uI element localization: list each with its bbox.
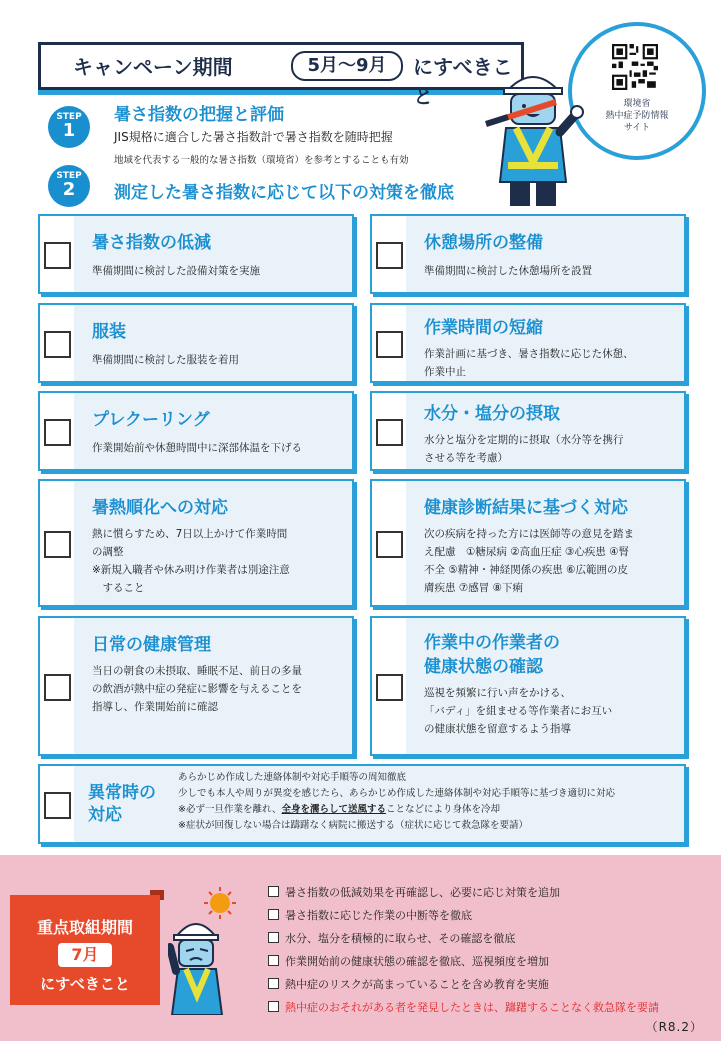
campaign-banner [38, 42, 524, 108]
emergency-line-1: あらかじめ作成した連絡体制や対応手順等の周知徹底 [178, 772, 407, 783]
checkbox[interactable] [44, 674, 71, 701]
checkbox[interactable] [44, 331, 71, 358]
card-precooling[interactable] [38, 391, 354, 471]
checkbox-icon[interactable] [268, 955, 279, 966]
card-desc: 熱に慣らすため、7日以上かけて作業時間 の調整 ※新規入職者や休み明け作業者は別途注意 すること [92, 528, 290, 594]
checkbox-icon[interactable] [268, 909, 279, 920]
card-title: プレクーリング [92, 410, 210, 430]
checkbox[interactable] [44, 792, 71, 819]
priority-title: 重点取組期間 [36, 918, 133, 937]
card-title: 暑さ指数の低減 [92, 233, 211, 253]
emergency-line-2: 少しでも本人や周りが異変を感じたら、あらかじめ作成した連絡体制や対応手順等に基づき適切に対応 [178, 788, 616, 799]
card-health-checkup[interactable] [370, 479, 686, 607]
checkbox-icon[interactable] [268, 932, 279, 943]
card-title-line1: 作業中の作業者の [424, 633, 560, 653]
checkbox[interactable] [376, 242, 403, 269]
card-desc: 準備期間に検討した設備対策を実施 [92, 265, 260, 277]
step-2-title: 測定した暑さ指数に応じて以下の対策を徹底 [114, 183, 454, 203]
card-title: 日常の健康管理 [92, 635, 211, 655]
checkbox[interactable] [44, 242, 71, 269]
card-title: 暑熱順化への対応 [92, 498, 228, 518]
card-water-salt-intake[interactable] [370, 391, 686, 471]
card-desc: 次の疾病を持った方には医師等の意見を踏ま え配慮 ①糖尿病 ②高血圧症 ③心疾患 ④腎 不全 ⑤精神・神経関係の疾患 ⑥広範囲の皮 膚疾患 ⑦感冒 ⑧下痢 [424, 528, 634, 594]
checkbox[interactable] [44, 531, 71, 558]
qr-caption-3: サイト [623, 123, 651, 133]
card-rest-area[interactable] [370, 214, 686, 294]
checkbox[interactable] [376, 531, 403, 558]
emergency-emphasis: 全身を濡らして送風する [281, 804, 387, 815]
checkbox[interactable] [376, 674, 403, 701]
card-worker-health-check[interactable] [370, 616, 686, 756]
qr-caption-2: 熱中症予防情報 [605, 111, 669, 121]
qr-badge[interactable] [568, 22, 706, 160]
step-1-desc: JIS規格に適合した暑さ指数計で暑さ指数を随時把握 [114, 130, 393, 144]
checkbox-icon[interactable] [268, 886, 279, 897]
card-title-line2: 対応 [88, 805, 122, 825]
checkbox[interactable] [44, 419, 71, 446]
card-work-time-reduction[interactable] [370, 303, 686, 383]
checkbox-icon[interactable] [268, 978, 279, 989]
card-title: 作業時間の短縮 [424, 318, 543, 338]
priority-subtitle: にすべきこと [40, 975, 130, 993]
card-title: 水分・塩分の摂取 [424, 404, 560, 424]
card-title: 休憩場所の整備 [424, 233, 543, 253]
qr-caption-1: 環境省 [623, 99, 651, 109]
banner-suffix: にすべきこと [413, 55, 513, 108]
card-desc: 準備期間に検討した休憩場所を設置 [424, 265, 592, 277]
worker-illustration [478, 62, 588, 212]
emergency-details [178, 770, 615, 834]
checkbox-icon[interactable] [268, 1001, 279, 1012]
step-1-title: 暑さ指数の把握と評価 [114, 105, 284, 125]
priority-item[interactable]: 暑さ指数に応じた作業の中断等を徹底 [268, 904, 718, 927]
priority-item[interactable]: 熱中症のリスクが高まっていることを含め教育を実施 [268, 973, 718, 996]
priority-item[interactable]: 水分、塩分を積極的に取らせ、その確認を徹底 [268, 927, 718, 950]
card-title: 服装 [92, 322, 126, 342]
priority-item[interactable]: 作業開始前の健康状態の確認を徹底、巡視頻度を増加 [268, 950, 718, 973]
checkbox[interactable] [376, 331, 403, 358]
card-title-line1: 異常時の [88, 783, 156, 803]
card-daily-health-management[interactable] [38, 616, 354, 756]
banner-prefix: キャンペーン期間 [73, 55, 233, 79]
campaign-period-pill: 5月〜9月 [291, 51, 403, 81]
card-heat-index-reduction[interactable] [38, 214, 354, 294]
card-desc: 作業開始前や休憩時間中に深部体温を下げる [92, 442, 302, 454]
emergency-line-4: ※症状が回復しない場合は躊躇なく病院に搬送する（症状に応じて救急隊を要請） [178, 820, 528, 831]
card-clothing[interactable] [38, 303, 354, 383]
emergency-line-3: ※必ず一旦作業を離れ、全身を濡らして送風することなどにより身体を冷却 [178, 804, 501, 815]
priority-action-list [268, 881, 718, 1019]
card-desc: 準備期間に検討した服装を着用 [92, 354, 239, 366]
priority-item-urgent[interactable]: 熱中症のおそれがある者を発見したときは、躊躇することなく救急隊を要請 [268, 996, 718, 1019]
revision-footer: （R8.2） [645, 1020, 703, 1034]
priority-month: 7月 [58, 943, 112, 967]
step-1-badge: STEP 1 [48, 106, 90, 148]
card-title: 健康診断結果に基づく対応 [424, 498, 628, 518]
card-heat-acclimatization[interactable] [38, 479, 354, 607]
card-desc: 巡視を頻繁に行い声をかける、 「バディ」を組ませる等作業者にお互い の健康状態を留意するよう指導 [424, 687, 613, 735]
hot-worker-illustration [168, 885, 238, 1015]
priority-item[interactable]: 暑さ指数の低減効果を再確認し、必要に応じ対策を追加 [268, 881, 718, 904]
sun-icon [204, 887, 236, 919]
card-emergency-response[interactable] [38, 764, 686, 844]
card-desc: 水分と塩分を定期的に摂取（水分等を携行 させる等を考慮） [424, 434, 624, 464]
step-1-note: 地域を代表する一般的な暑さ指数（環境省）を参考とすることも有効 [114, 155, 409, 166]
card-desc: 作業計画に基づき、暑さ指数に応じた休憩、 作業中止 [424, 348, 634, 378]
card-desc: 当日の朝食の未摂取、睡眠不足、前日の多量 の飲酒が熱中症の発症に影響を与えることを 指導し、作業開始前に確認 [92, 665, 302, 713]
card-title-line2: 健康状態の確認 [424, 657, 543, 677]
priority-period-box [10, 895, 160, 1005]
qr-code-icon[interactable] [612, 44, 658, 90]
step-2-badge: STEP 2 [48, 165, 90, 207]
checkbox[interactable] [376, 419, 403, 446]
